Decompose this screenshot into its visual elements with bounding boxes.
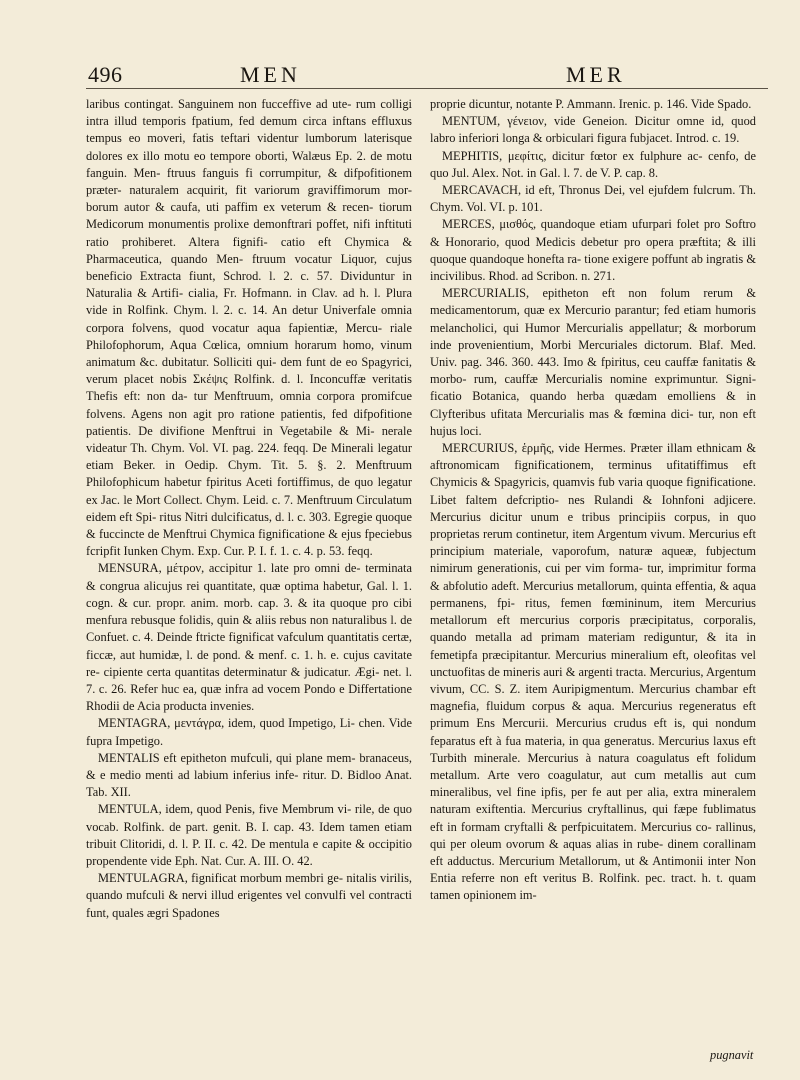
running-head-left: MEN xyxy=(240,62,301,87)
entry-mercurius: MERCURIUS, ἑρμῆς, vide Hermes. Præter illam ethnicam & aftronomicam fignificationem, terminus ufitatiffimus eft Chymicis & Spagyricis, quamvis fub varia quoque fignificatione. Libet faltem defcriptio- nes Rulandi & Iohnfoni adjicere. Mercurius dicitur unum e tribus principiis corpus, in quo proprietas rerum continetur, item Argentum vivum. Mercurius eft principium materiale, vaporofum, naturæ aqueæ, fubjectum nimirum generationis, cui per vim forma- tur, imprimitur forma & abfolutio adeft. Mercurius metallorum, quinta effentia, & aqua permanens, fpi- ritus, femen fœmininum, item Mercurius metallorum eft mercurius corporis præcipitatus, corporalis, quando metalla ad primam materiam rediguntur, & ita in femetipfa præcipitantur. Mercurius mineralium eft, oleofitas vel unctuofitas de mineris auri & argenti tracta. Mercurius, Argentum vivum, CC. S. Z. item Auripigmentum. Mercurius chambar eft magnefia, fluidum corpus & aqua. Mercurius regeneratus eft primum Ens Mercurii. Mercurius crudus eft is, qui nondum feparatus eft à fua materia, in qua generatus. Mercurius laxus eft Turbith minerale. Mercurius à natura coagulatus eft folidum metallum. Arte vero coagulatur, aut cum metallis aut cum mineralibus, vel fine ipfis, per fe aut per alia, extra mineralem naturam exiftentia. Mercurius cryftallinus, qui fæpe fublimatus eft in formam cryftalli & perfpicuitatem. Mercurius co- rallinus, qui per oleum ovorum & aquas alias in rube- dinem corallinam eft adductus. Mercurium Metallorum, ut & Antimonii inter Non Entia referre non eft veritus B. Rolfink. pec. tract. h. t. quam tamen opinionem im- xyxy=(430,441,756,903)
entry-mephitis: MEPHITIS, μεφίτις, dicitur fœtor ex fulphure ac- cenfo, de quo Jul. Alex. Not. in Gal. l. 7. de V. P. cap. 8. xyxy=(430,148,756,180)
entry-mentulagra-continued: proprie dicuntur, notante P. Ammann. Irenic. p. 146. Vide Spado. xyxy=(430,97,752,111)
page-number: 496 xyxy=(88,62,123,87)
left-column xyxy=(86,96,412,922)
entry-mercavach: MERCAVACH, id eft, Thronus Dei, vel ejufdem fulcrum. Th. Chym. Vol. VI. p. 101. xyxy=(430,183,756,215)
running-head-right: MER xyxy=(566,62,626,87)
right-column xyxy=(430,96,756,905)
entry-menstruum-continued: laribus contingat. Sanguinem non fucceffive ad ute- rum colligi intra illud temporis fpatium, fed demum circa inftans effluxus tempus eo moveri, fatis teftari videntur lumborum laterisque dolores ex illo motu eo tempore oborti, Walæus Ep. 2. de motu fanguin. Men- ftruus fanguis fi corrumpitur, & difpofitionem præter- naturalem acquirit, fit variorum graviffimorum mor- borum autor & caufa, uti paffim ex veterum & recen- tiorum Medicorum monumentis prolixe demonftrari poffet, nifi inftituti ratio prohiberet. Altera fignifi- catio eft Chymica & Pharmaceutica, quando Men- ftruum vocatur Liquor, cujus beneficio Extracta fiunt, Schrod. l. 2. c. 57. Dividuntur in Naturalia & Artifi- cialia, Fr. Hofmann. in Clav. ad h. l. Plura vide in Rolfink. Chym. l. 2. c. 14. An detur Univerfale omnia corpora folvens, quod vocatur aqua fapientiæ, Mercu- riale Philofophorum, Aqua Cœlica, omnium horarum homo, vinum animatum &c. dubitatur. Solliciti qui- dem funt de eo Spagyrici, verum placet nobis Σκέψις Rolfink. d. l. Inconcuffæ veritatis Thefis eft: non da- tur Menftruum, omnia corpora promifcue folvens. Agens non agit pro ratione patientis, fed difpofitione patientis. De divifione Menftrui in Vegetabile & Mi- nerale videatur Th. Chym. Vol. VI. pag. 224. feqq. De Minerali legatur etiam Beker. in Oedip. Chym. Tit. 5. §. 2. Menftruum Philofophicum habetur fpiritus Aceti fortiffimus, de quo legatur ex Jac. le Mort Collect. Chym. Leid. c. 7. Menftruum Circulatum eidem eft Spi- ritus Nitri dulcificatus, d. l. c. 303. Egregie quoque & fuccincte de Menftrui Chymica fignificatione & ejus fpeciebus fcripfit Iunken Chym. Exp. Cur. P. I. f. 1. c. 4. p. 53. feqq. xyxy=(86,97,412,559)
entry-mentulagra: MENTULAGRA, fignificat morbum membri ge- nitalis virilis, quando mufculi & nervi illud erigentes vel convulfi vel contracti funt, quales ægri Spadones xyxy=(86,871,412,920)
entry-mensura: MENSURA, μέτρον, accipitur 1. late pro omni de- terminata & congrua alicujus rei quantitate, quæ optima habetur, Gal. l. 1. cogn. & cur. propr. anim. morb. cap. 3. & ita quoque pro cibi menfura rebusque folidis, quin & aliis rebus non naturalibus l. de Confuet. c. 4. Deinde ftricte fignificat vafculum quantitatis certæ, ficcæ, aut humidæ, l. de pond. & menf. c. 1. h. e. cujus cavitate re- cipiente certa quantitas determinatur & judicatur. Ægi- net. l. 7. c. 26. Refer huc ea, quæ infra ad vocem Pondo e Differtatione Rhodii de Acia producta invenies. xyxy=(86,561,412,714)
catchword: pugnavit xyxy=(710,1048,754,1062)
entry-merces: MERCES, μισθός, quandoque etiam ufurpari folet pro Softro & Honorario, quod Medicis debetur pro opera præftita; & illi quoque quandoque honefta ra- tione exigere poffunt ab ingratis & incivilibus. Rhod. ad Scribon. n. 271. xyxy=(430,217,756,284)
entry-mercurialis: MERCURIALIS, epitheton eft non folum rerum & medicamentorum, quæ ex Mercurio parantur; fed etiam humoris melancholici, qui Humor Mercurialis appellatur; & morborum inde provenientium, Morbi Mercuriales dictorum. Blaf. Med. Univ. pag. 346. 360. 443. Imo & fpiritus, ceu cauffæ fanitatis & morbo- rum, cauffæ Mercurialis nomine exprimuntur. Signi- ficatio Botanica, quando herba quædam emolliens & in Clyfteribus ufitata Mercurialis mas & fœmina dici- tur, non eft hujus loci. xyxy=(430,286,756,438)
entry-mentalis: MENTALIS eft epitheton mufculi, qui plane mem- branaceus, & e medio menti ad labium inferius infe- ritur. D. Bidloo Anat. Tab. XII. xyxy=(86,750,412,800)
entry-mentagra: MENTAGRA, μεντάγρα, idem, quod Impetigo, Li- chen. Vide fupra Impetigo. xyxy=(86,716,412,748)
entry-mentum: MENTUM, γένειον, vide Geneion. Dicitur omne id, quod labro inferiori longa & orbiculari figura fubjacet. Introd. c. 19. xyxy=(430,114,756,146)
header-rule xyxy=(86,88,768,89)
entry-mentula: MENTULA, idem, quod Penis, five Membrum vi- rile, de quo vocab. Rolfink. de part. genit. B. I. cap. 43. Idem tamen etiam tribuit Clitoridi, d. l. P. II. c. 42. De mentula e capite & occipitio propendente vide Eph. Nat. Cur. A. III. O. 42. xyxy=(86,802,412,868)
